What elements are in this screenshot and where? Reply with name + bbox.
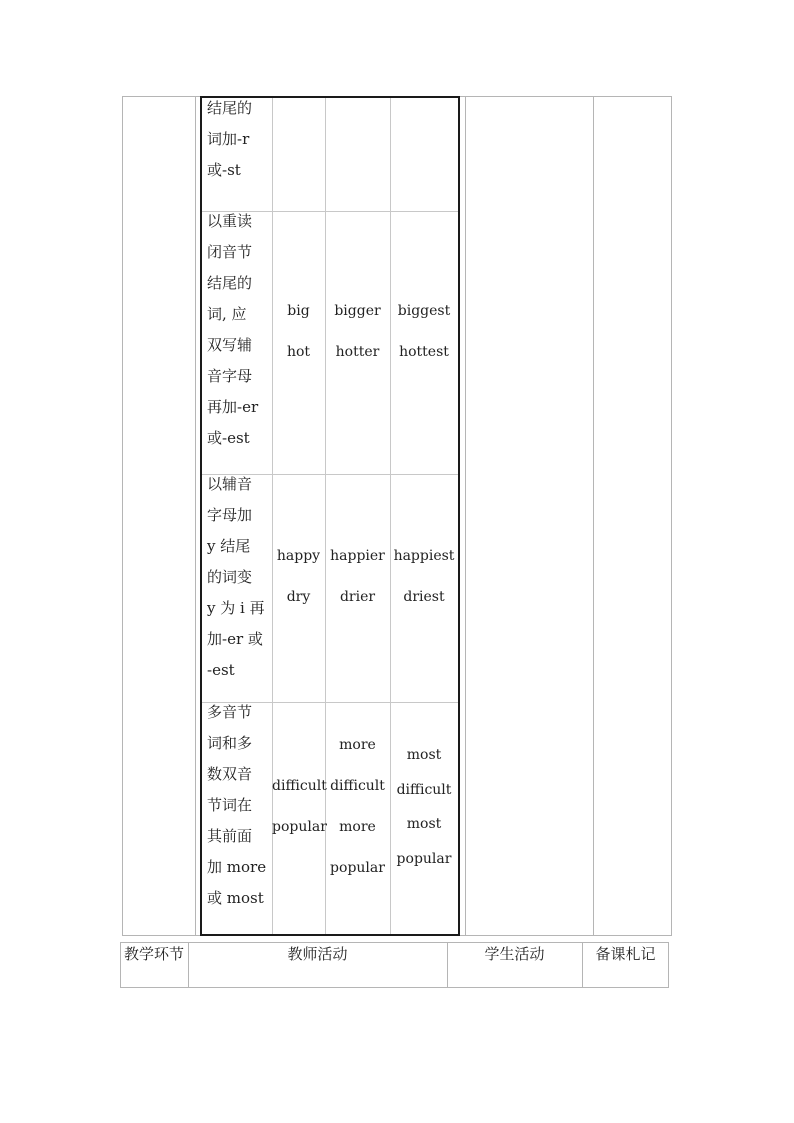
- text-line: 节词在: [207, 796, 253, 814]
- footer-header-teacher-activity: 教师活动: [287, 945, 348, 963]
- superlative-cell-row-2: [390, 291, 458, 373]
- text-line: hottest: [399, 344, 449, 360]
- text-line: 字母加: [207, 506, 253, 524]
- text-line: happier: [330, 548, 385, 564]
- text-line: big: [287, 303, 310, 319]
- text-line: 音字母: [207, 367, 253, 385]
- comparative-cell-row-2: [325, 291, 390, 373]
- text-line: more: [339, 737, 376, 753]
- text-line: drier: [339, 589, 376, 605]
- text-line: 结尾的: [207, 274, 253, 292]
- text-line: hotter: [335, 344, 380, 360]
- text-line: 加 more: [207, 858, 267, 876]
- text-line: 多音节: [207, 703, 253, 721]
- text-line: more: [339, 819, 376, 835]
- outer-col-divider-3: [593, 96, 594, 936]
- positive-cell-row-2: [272, 291, 325, 373]
- text-line: 或-est: [207, 429, 250, 447]
- text-line: 双写辅: [207, 336, 253, 354]
- text-line: hot: [286, 344, 311, 360]
- text-line: 词和多: [207, 734, 253, 752]
- text-line: -est: [207, 661, 235, 679]
- text-line: happiest: [393, 548, 455, 564]
- text-line: bigger: [334, 303, 381, 319]
- text-line: 或 most: [207, 889, 264, 907]
- footer-header-student-activity: 学生活动: [484, 945, 545, 963]
- text-line: happy: [276, 548, 321, 564]
- text-line: difficult: [396, 781, 452, 798]
- positive-cell-row-4: [272, 766, 325, 848]
- footer-header-teaching-stage: 教学环节: [123, 945, 184, 963]
- text-line: biggest: [397, 303, 451, 319]
- rule-text-row-2: [207, 206, 269, 454]
- text-line: popular: [330, 860, 385, 876]
- text-line: driest: [403, 589, 445, 605]
- text-line: 闭音节: [207, 243, 253, 261]
- text-line: difficult: [330, 778, 385, 794]
- text-line: 的词变: [207, 568, 253, 586]
- text-line: 或-st: [207, 161, 241, 179]
- text-line: 词加-r: [207, 130, 250, 148]
- rule-text-row-4: [207, 697, 269, 914]
- text-line: 数双音: [207, 765, 253, 783]
- outer-col-divider-2: [465, 96, 466, 936]
- text-line: 加-er 或: [207, 630, 263, 648]
- text-line: 其前面: [207, 827, 253, 845]
- text-line: y 结尾: [207, 537, 251, 555]
- superlative-cell-row-4: [390, 738, 458, 876]
- text-line: 结尾的: [207, 99, 253, 117]
- text-line: difficult: [272, 778, 327, 794]
- comparative-cell-row-3: [325, 536, 390, 618]
- rule-text-row-3: [207, 469, 269, 686]
- text-line: y 为 i 再: [207, 599, 265, 617]
- superlative-cell-row-3: [390, 536, 458, 618]
- text-line: 再加-er: [207, 398, 259, 416]
- text-line: most: [406, 747, 442, 763]
- positive-cell-row-3: [272, 536, 325, 618]
- outer-col-divider-1: [195, 96, 196, 936]
- rule-text-row-1: [207, 93, 269, 186]
- text-line: dry: [286, 589, 311, 605]
- text-line: popular: [396, 850, 452, 867]
- text-line: 以辅音: [207, 475, 253, 493]
- text-line: 以重读: [207, 212, 253, 230]
- footer-header-lesson-notes: 备课札记: [595, 945, 656, 963]
- text-line: popular: [272, 819, 327, 835]
- text-line: 词, 应: [207, 305, 247, 323]
- text-line: most: [406, 816, 442, 832]
- comparative-cell-row-4: [325, 725, 390, 889]
